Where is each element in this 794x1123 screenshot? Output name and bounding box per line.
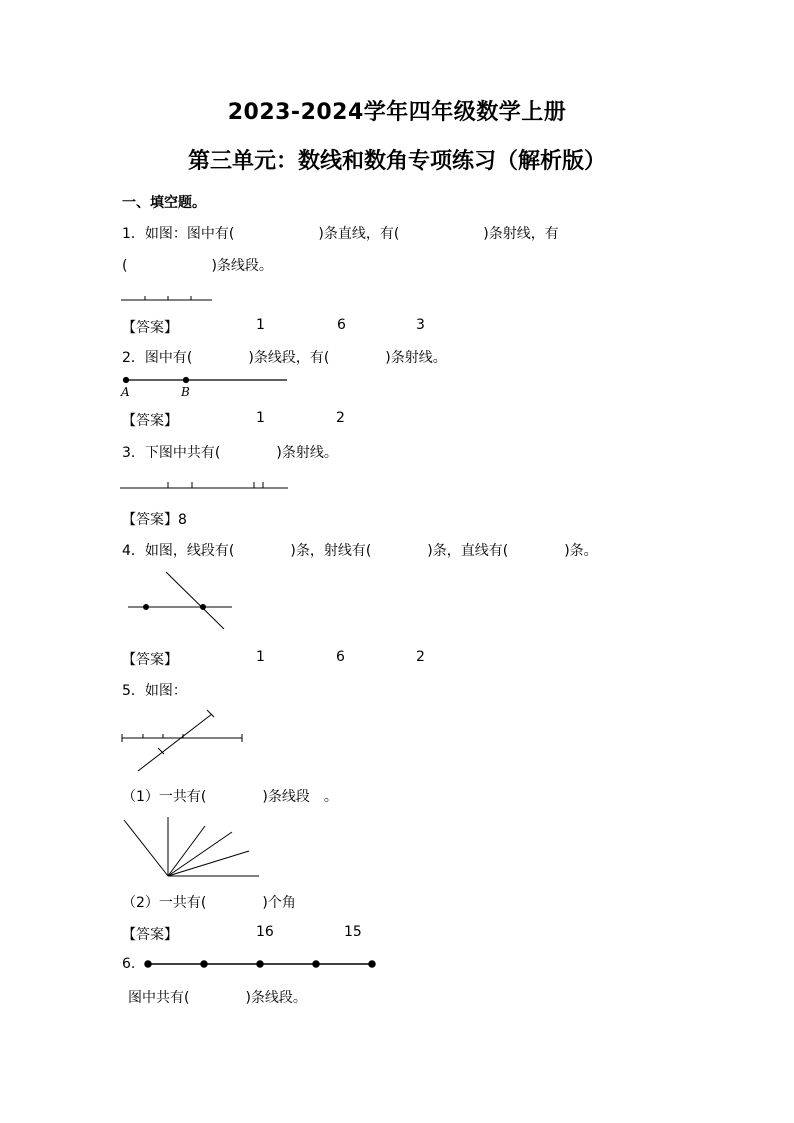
question-2-answer-label: 【答案】 (122, 413, 178, 429)
question-5-answer-2: 15 (344, 924, 362, 940)
question-2-figure (124, 378, 288, 383)
question-5-figure-2 (124, 817, 259, 876)
q6-point (145, 961, 151, 967)
q4-point (144, 605, 149, 610)
question-6-figure (145, 961, 375, 967)
q4-intersection-point (201, 605, 206, 610)
q6-point (313, 961, 319, 967)
title-line-2: 第三单元：数线和数角专项练习（解析版） (187, 149, 606, 174)
q5-ray (168, 826, 205, 876)
title-line-1: 2023-2024学年四年级数学上册 (227, 100, 567, 125)
question-5-sub-2: （2）一共有( )个角 (122, 895, 296, 911)
question-1-answer-label: 【答案】 (122, 320, 178, 336)
question-4-text: 4．如图，线段有( )条，射线有( )条，直线有( )条。 (122, 543, 598, 559)
question-1-line-1: 1．如图：图中有( )条直线，有( )条射线，有 (122, 226, 559, 242)
question-5-answer-label: 【答案】 (122, 927, 178, 943)
q6-point (257, 961, 263, 967)
point-a-label: A (121, 385, 130, 399)
point-b (184, 378, 189, 383)
q5-slanted-line (138, 714, 212, 771)
question-1-answer-2: 6 (337, 317, 346, 333)
question-6-number: 6. (122, 956, 136, 972)
q5-end-tick (207, 710, 214, 717)
question-6-text: 图中共有( )条线段。 (128, 990, 307, 1006)
q5-ray (168, 832, 232, 876)
q5-ray (168, 851, 249, 876)
point-a (124, 378, 129, 383)
point-b-label: B (181, 385, 190, 399)
question-4-answer-2: 6 (336, 649, 345, 665)
question-4-figure (128, 572, 232, 629)
question-5-figure-1 (122, 710, 242, 771)
question-4-answer-3: 2 (416, 649, 425, 665)
question-1-answer-3: 3 (416, 317, 425, 333)
question-4-answer-label: 【答案】 (122, 652, 178, 668)
question-1-answer-1: 1 (256, 317, 265, 333)
q6-point (201, 961, 207, 967)
question-2-answer-2: 2 (336, 410, 345, 426)
question-4-answer-1: 1 (256, 649, 265, 665)
question-2-answer-1: 1 (256, 410, 265, 426)
q4-slanted-line (166, 572, 224, 629)
question-3-figure (120, 482, 288, 488)
q5-ray (124, 820, 168, 876)
question-3-answer: 【答案】8 (122, 512, 187, 528)
question-1-line-2: ( )条线段。 (122, 258, 273, 274)
section-heading-fill-blanks: 一、填空题。 (122, 195, 206, 211)
q6-point (369, 961, 375, 967)
question-3-text: 3．下图中共有( )条射线。 (122, 445, 338, 461)
question-1-figure (121, 296, 212, 300)
question-5-answer-1: 16 (256, 924, 274, 940)
question-5-sub-1: （1）一共有( )条线段 。 (122, 789, 338, 805)
question-5-text: 5．如图： (122, 683, 187, 699)
question-2-text: 2．图中有( )条线段，有( )条射线。 (122, 350, 447, 366)
